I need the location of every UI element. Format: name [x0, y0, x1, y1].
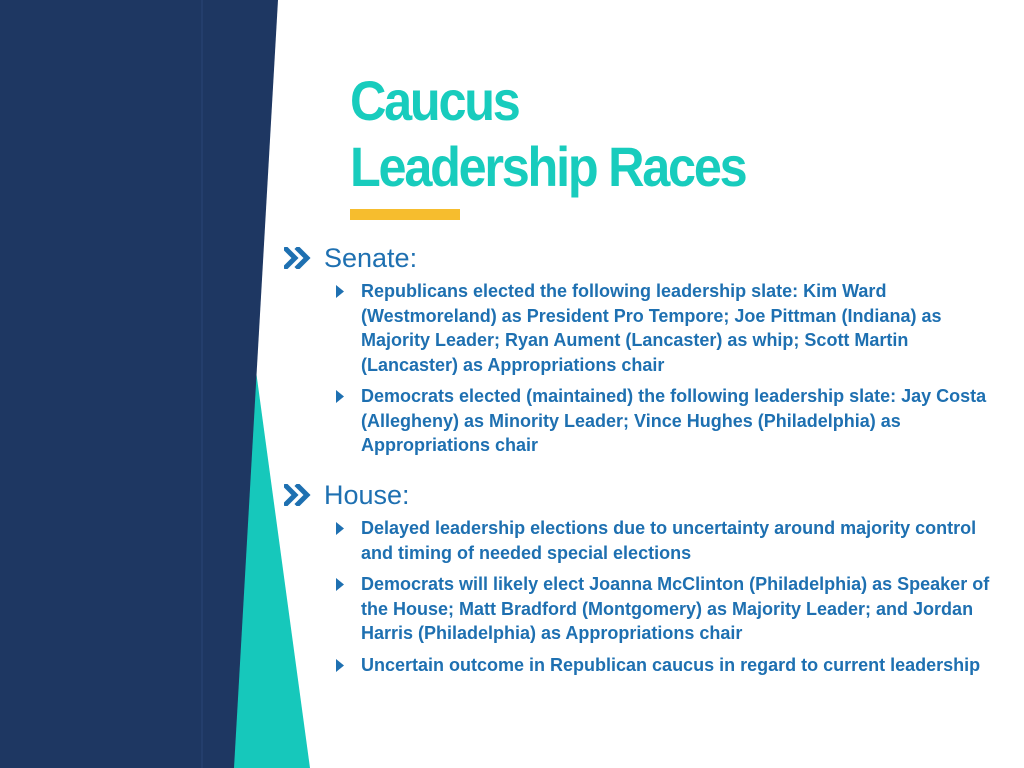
slide-title: [350, 68, 745, 200]
slide-title-line-2: Leadership Races: [350, 135, 746, 198]
triangle-bullet-icon: [336, 390, 344, 403]
senate-heading: [284, 241, 1004, 275]
bullet-text: Democrats elected (maintained) the following leadership slate: Jay Costa (Allegheny) as Minority Leader; Vince Hughes (Philadelphia) as Appropriations chair: [361, 386, 987, 455]
navy-panel-shade-shape: [0, 0, 202, 768]
senate-label: Senate:: [324, 243, 418, 273]
bullet-text: Democrats will likely elect Joanna McClinton (Philadelphia) as Speaker of the House; Matt Bradford (Montgomery) as Majority Leader; and Jordan Harris (Philadelphia) as Appropriations chair: [361, 574, 990, 643]
list-item: [284, 653, 1004, 678]
double-chevron-right-icon: [284, 484, 314, 506]
title-accent-bar: [350, 209, 460, 220]
house-bullets: [284, 516, 1004, 677]
bullet-text: Uncertain outcome in Republican caucus in regard to current leadership: [361, 654, 981, 675]
bullet-text: Republicans elected the following leadership slate: Kim Ward (Westmoreland) as President Pro Tempore; Joe Pittman (Indiana) as Majority Leader; Ryan Aument (Lancaster) as whip; Scott Martin (Lancaster) as Appropriations chair: [361, 281, 942, 375]
slide-title-line-1: Caucus: [350, 69, 519, 132]
house-heading: [284, 478, 1004, 512]
bullet-text: Delayed leadership elections due to uncertainty around majority control and timing of needed special elections: [361, 518, 977, 563]
triangle-bullet-icon: [336, 285, 344, 298]
triangle-bullet-icon: [336, 522, 344, 535]
house-label: House:: [324, 480, 410, 510]
house-section: [284, 478, 1004, 684]
triangle-bullet-icon: [336, 578, 344, 591]
senate-section: [284, 241, 1004, 465]
triangle-bullet-icon: [336, 659, 344, 672]
list-item: [284, 572, 1004, 646]
list-item: [284, 516, 1004, 565]
list-item: [284, 279, 1004, 377]
double-chevron-right-icon: [284, 247, 314, 269]
list-item: [284, 384, 1004, 458]
senate-bullets: [284, 279, 1004, 458]
